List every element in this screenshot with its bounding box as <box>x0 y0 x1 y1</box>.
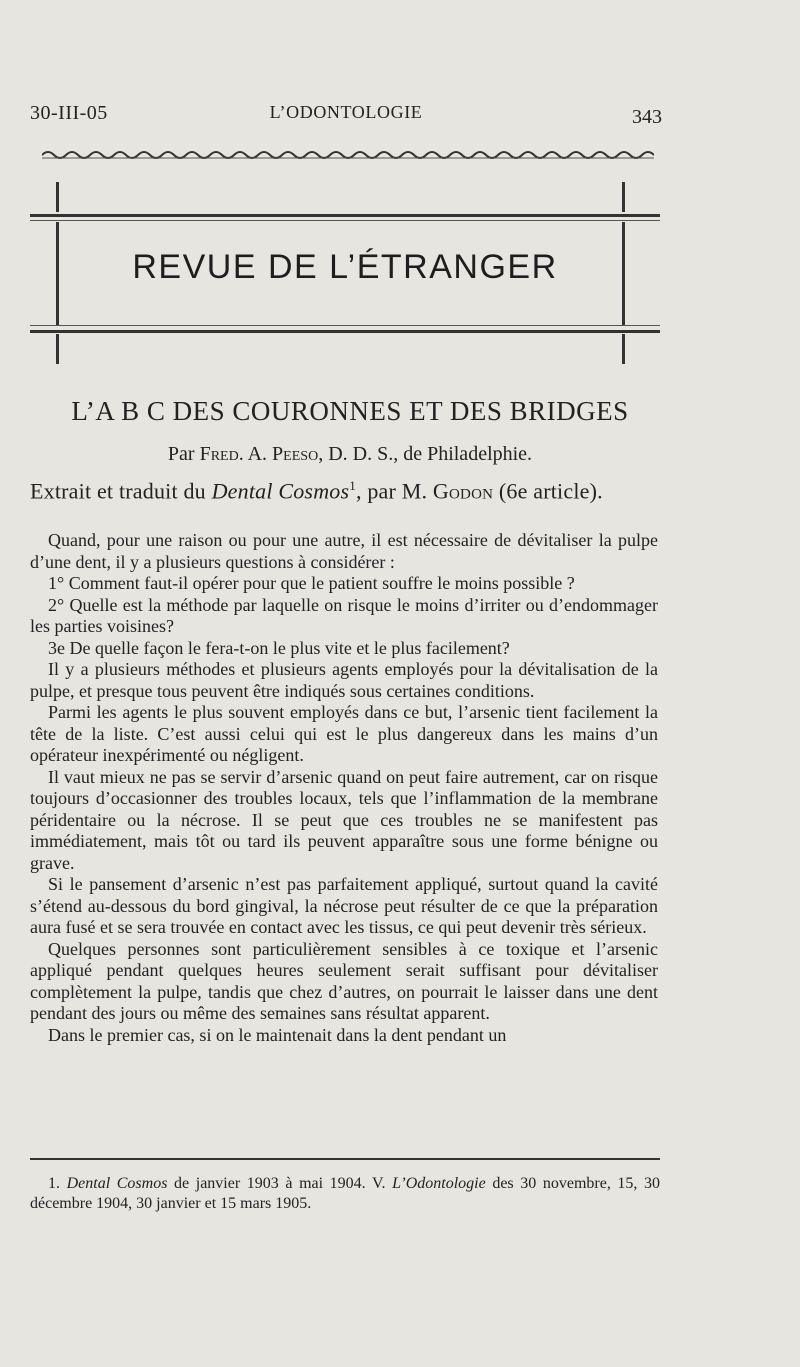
frame-bottom-rule-thin <box>30 325 660 326</box>
frame-side-left <box>56 222 59 326</box>
extract-middle: , par M. <box>355 478 428 504</box>
frame-top-rule-thin <box>30 220 660 221</box>
section-title: REVUE DE L’ÉTRANGER <box>132 248 558 286</box>
footnote-marker: 1 <box>349 478 356 493</box>
byline-suffix: , D. D. S., de Philadelphie. <box>318 443 533 465</box>
frame-post <box>622 182 625 212</box>
decorative-ornament-rule <box>42 148 654 162</box>
footnote-number: 1. <box>48 1175 60 1192</box>
byline <box>40 443 660 466</box>
footnote <box>30 1174 660 1214</box>
frame-post <box>56 182 59 212</box>
section-title-frame <box>30 182 660 364</box>
frame-top-rule <box>30 214 660 217</box>
article-body <box>30 530 658 1046</box>
article-title: L’A B C DES COURONNES ET DES BRIDGES <box>71 396 629 426</box>
frame-bottom-rule <box>30 330 660 333</box>
footnote-text: de janvier 1903 à mai 1904. V. <box>174 1175 386 1192</box>
paragraph: Quand, pour une raison ou pour une autre, il est nécessaire de dévitaliser la pulpe d’une dent, il y a plusieurs questions à considérer : <box>30 530 658 572</box>
paragraph: 1° Comment faut-il opérer pour que le patient souffre le moins possible ? <box>48 573 575 593</box>
paragraph: Il vaut mieux ne pas se servir d’arsenic quand on peut faire autrement, car on risque toujours d’occasionner des troubles locaux, tels que l’inflammation de la membrane péridentaire ou la nécrose. Il se peut que ces troubles ne se manifestent pas immédiatement, mais tôt ou tard ils peuvent apparaître sous une forme bénigne ou grave. <box>30 766 658 873</box>
extract-line <box>30 478 670 504</box>
author-name: Fred. A. Peeso <box>199 443 319 465</box>
frame-post <box>56 334 59 364</box>
paragraph: Si le pansement d’arsenic n’est pas parfaitement appliqué, surtout quand la cavité s’étend au-dessous du bord gingival, la nécrose peut résulter de ce que la préparation aura fusé et se sera trouvée en contact avec les tissus, ce qui peut devenir très sérieux. <box>30 874 658 937</box>
paragraph: Parmi les agents le plus souvent employés dans ce but, l’arsenic tient facilement la tête de la liste. C’est aussi celui qui est le plus dangereux dans les mains d’un opérateur inexpérimenté ou négligent. <box>30 702 658 765</box>
extract-prefix: Extrait et traduit du <box>30 478 206 504</box>
footnote-text-2: des 30 novembre, 15, 30 décembre 1904, 30 janvier et 15 mars 1905. <box>30 1175 661 1212</box>
translator-name: Godon <box>432 478 494 504</box>
paragraph: Dans le premier cas, si on le maintenait dans la dent pendant un <box>48 1024 507 1045</box>
running-head <box>30 102 662 132</box>
paragraph: Quelques personnes sont particulièrement sensibles à ce toxique et l’arsenic appliqué pendant quelques heures seulement serait suffisant pour dévitaliser complètement la pulpe, tandis que chez d’autres, on pourrait le laisser dans une dent pendant des jours ou même des semaines sans résultat apparent. <box>30 938 658 1023</box>
paragraph: 2° Quelle est la méthode par laquelle on risque le moins d’irriter ou d’endommager les parties voisines? <box>30 594 658 636</box>
page-number: 343 <box>632 106 662 128</box>
paragraph: 3e De quelle façon le fera-t-on le plus vite et le plus facilement? <box>48 637 510 658</box>
journal-title: Dental Cosmos <box>211 478 350 504</box>
paragraph: Il y a plusieurs méthodes et plusieurs agents employés pour la dévitalisation de la pulpe, et presque tous peuvent être indiqués sous certaines conditions. <box>30 659 658 701</box>
issue-date: 30-III-05 <box>30 102 108 124</box>
frame-post <box>622 334 625 364</box>
footnote-journal-2: L’Odontologie <box>392 1175 486 1192</box>
article-number: (6e article). <box>498 478 603 504</box>
footnote-divider <box>30 1158 660 1160</box>
footnote-journal: Dental Cosmos <box>66 1175 168 1192</box>
journal-name: L’ODONTOLOGIE <box>269 102 423 122</box>
byline-prefix: Par <box>167 443 195 465</box>
